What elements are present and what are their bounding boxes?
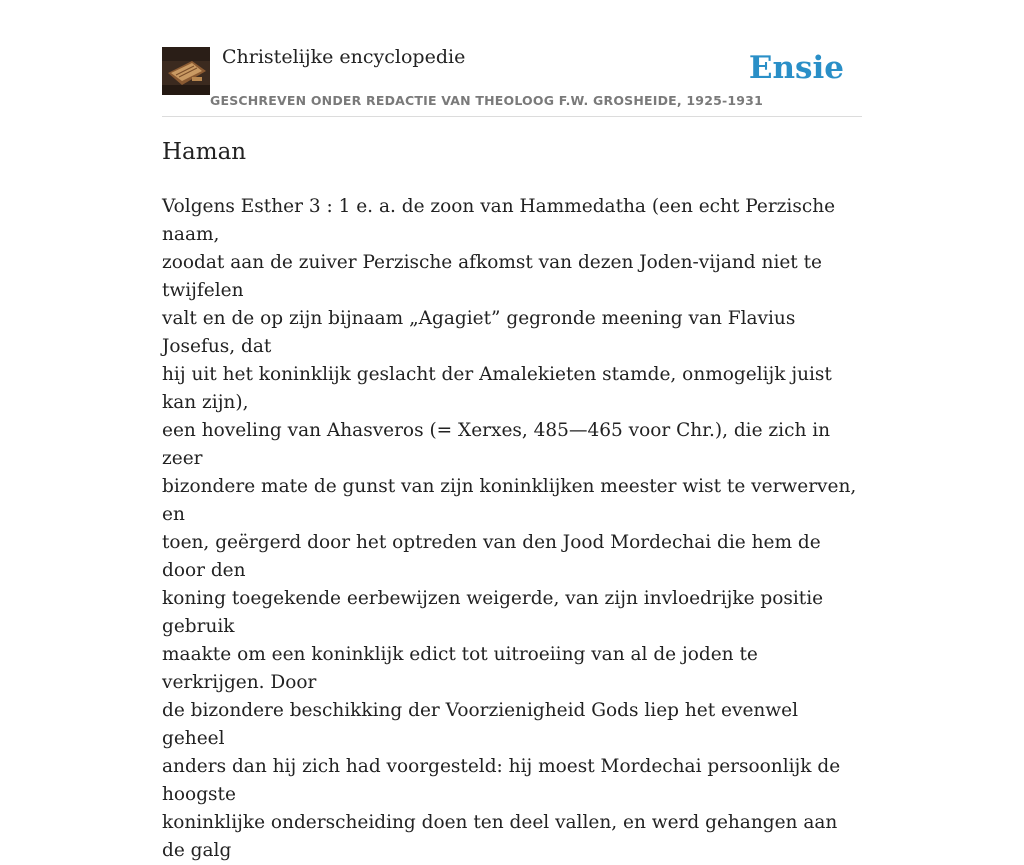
article-title: Haman (162, 139, 247, 165)
body-line: maakte om een koninklijk edict tot uitroeiing van al de joden te verkrijgen. Door (162, 644, 758, 693)
site-header (162, 44, 862, 117)
site-subtitle: GESCHREVEN ONDER REDACTIE VAN THEOLOOG F.W. GROSHEIDE, 1925-1931 (210, 93, 763, 108)
book-thumbnail-icon (162, 47, 210, 95)
body-line: zoodat aan de zuiver Perzische afkomst van dezen Joden-vijand niet te twijfelen (162, 252, 823, 301)
article-body (162, 193, 862, 865)
body-line: toen, geërgerd door het optreden van den Jood Mordechai die hem de door den (162, 532, 821, 581)
brand-logo[interactable]: Ensie (748, 50, 844, 86)
body-line: hij uit het koninklijk geslacht der Amalekieten stamde, onmogelijk juist kan zijn), (162, 364, 832, 413)
body-line: koning toegekende eerbewijzen weigerde, van zijn invloedrijke positie gebruik (162, 588, 824, 637)
body-line: bizondere mate de gunst van zijn koninklijken meester wist te verwerven, en (162, 476, 857, 525)
body-line: anders dan hij zich had voorgesteld: hij moest Mordechai persoonlijk de hoogste (162, 756, 841, 805)
site-title[interactable]: Christelijke encyclopedie (222, 46, 466, 68)
body-line: een hoveling van Ahasveros (= Xerxes, 485—465 voor Chr.), die zich in zeer (162, 420, 831, 469)
body-line: de bizondere beschikking der Voorzienigheid Gods liep het evenwel geheel (162, 700, 799, 749)
body-line: Volgens Esther 3 : 1 e. a. de zoon van Hammedatha (een echt Perzische naam, (162, 196, 836, 245)
body-line: valt en de op zijn bijnaam „Agagiet” gegronde meening van Flavius Josefus, dat (162, 308, 796, 357)
body-line: koninklijke onderscheiding doen ten deel vallen, en werd gehangen aan de galg (162, 812, 838, 861)
avatar[interactable] (162, 47, 210, 95)
